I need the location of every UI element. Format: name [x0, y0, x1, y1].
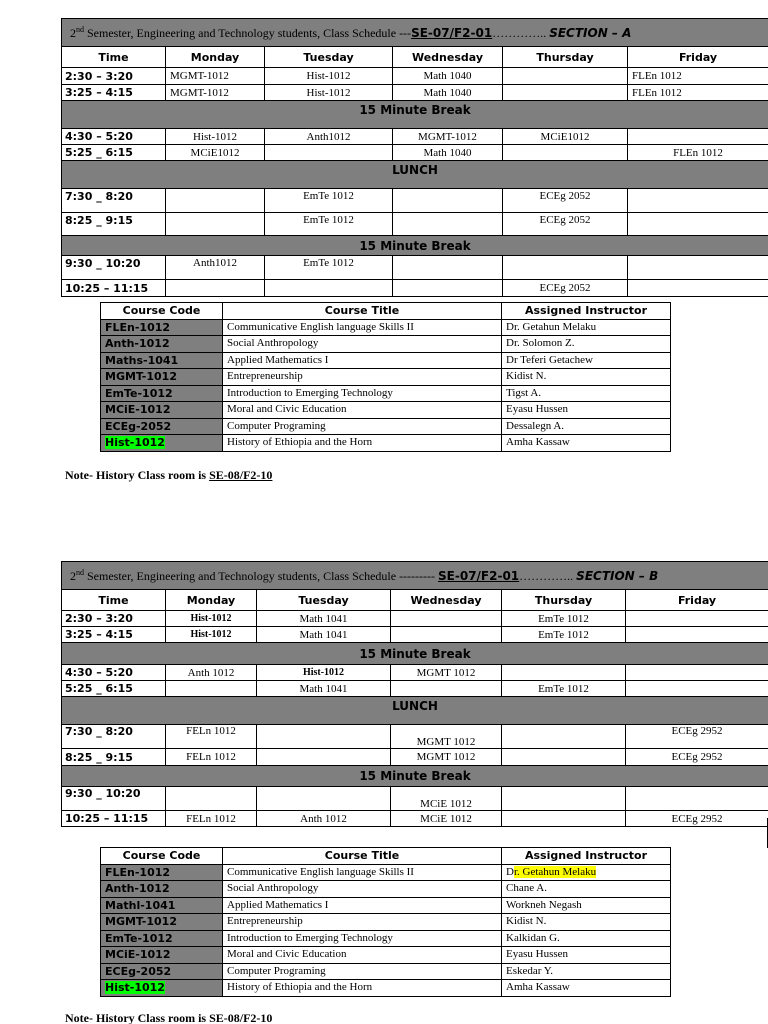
table-row: 10:25 – 11:15 ECEg 2052	[62, 280, 768, 297]
course-row: Anth-1012 Social Anthropology Dr. Solomon Z.	[101, 336, 671, 353]
course-table-section-a	[100, 302, 671, 452]
table-row: 9:30 _ 10:20 MCiE 1012	[62, 787, 768, 811]
course-row: ECEg-2052 Computer Programing Dessalegn A.	[101, 418, 671, 435]
table-row: 4:30 – 5:20 Hist-1012 Anth1012 MGMT-1012 MCiE1012	[62, 129, 768, 145]
table-row: 10:25 – 11:15 FELn 1012 Anth 1012 MCiE 1012 ECEg 2952	[62, 811, 768, 827]
schedule-table-section-b	[61, 561, 768, 827]
table-row: 2:30 – 3:20 Hist-1012 Math 1041 EmTe 1012	[62, 611, 768, 627]
table-row: 3:25 – 4:15 Hist-1012 Math 1041 EmTe 1012	[62, 627, 768, 643]
course-row: EmTe-1012 Introduction to Emerging Technology Tigst A.	[101, 385, 671, 402]
course-row: FLEn-1012 Communicative English language Skills II Dr. Getahun Melaku	[101, 319, 671, 336]
course-row: MCiE-1012 Moral and Civic Education Eyasu Hussen	[101, 402, 671, 419]
table-row: 8:25 _ 9:15 FELn 1012 MGMT 1012 ECEg 2952	[62, 749, 768, 766]
table-row: 3:25 – 4:15 MGMT-1012 Hist-1012 Math 1040 FLEn 1012	[62, 85, 768, 101]
course-table-section-b	[100, 847, 671, 997]
course-row: EmTe-1012 Introduction to Emerging Technology Kalkidan G.	[101, 930, 671, 947]
table-row: 2:30 – 3:20 MGMT-1012 Hist-1012 Math 1040 FLEn 1012	[62, 68, 768, 85]
schedule-title: 2nd Semester, Engineering and Technology students, Class Schedule ---SE-07/F2-01………….. SECTION – A	[62, 19, 768, 47]
course-row: Anth-1012 Social Anthropology Chane A.	[101, 881, 671, 898]
table-row: 4:30 – 5:20 Anth 1012 Hist-1012 MGMT 1012	[62, 665, 768, 681]
break-band: 15 Minute Break	[62, 236, 768, 256]
course-header-row: Course Code Course Title Assigned Instructor	[101, 848, 671, 865]
course-row: MGMT-1012 Entrepreneurship Kidist N.	[101, 914, 671, 931]
course-row: FLEn-1012 Communicative English language Skills II Dr. Getahun Melaku	[101, 864, 671, 881]
history-room-note: Note- History Class room is SE-08/F2-10	[65, 1011, 273, 1024]
highlighted-code: Hist-1012	[105, 981, 165, 995]
header-row: Time Monday Tuesday Wednesday Thursday Friday	[62, 47, 768, 68]
table-row: 5:25 _ 6:15 MCiE1012 Math 1040 FLEn 1012	[62, 145, 768, 161]
course-row: Maths-1041 Applied Mathematics I Dr Teferi Getachew	[101, 352, 671, 369]
table-row: 7:30 _ 8:20 EmTe 1012 ECEg 2052	[62, 189, 768, 213]
schedule-title: 2nd Semester, Engineering and Technology students, Class Schedule --------- SE-07/F2-01………….. SECTION – B	[62, 562, 768, 590]
course-row: MCiE-1012 Moral and Civic Education Eyasu Hussen	[101, 947, 671, 964]
course-row: MGMT-1012 Entrepreneurship Kidist N.	[101, 369, 671, 386]
break-band: 15 Minute Break	[62, 766, 768, 787]
lunch-band: LUNCH	[62, 697, 768, 725]
schedule-table-section-a	[61, 18, 768, 297]
break-band: 15 Minute Break	[62, 101, 768, 129]
header-row: Time Monday Tuesday Wednesday Thursday Friday	[62, 590, 768, 611]
break-band: 15 Minute Break	[62, 643, 768, 665]
course-header-row: Course Code Course Title Assigned Instructor	[101, 303, 671, 320]
lunch-band: LUNCH	[62, 161, 768, 189]
table-row: 9:30 _ 10:20 Anth1012 EmTe 1012	[62, 256, 768, 280]
table-row: 5:25 _ 6:15 Math 1041 EmTe 1012	[62, 681, 768, 697]
course-row: Hist-1012 History of Ethiopia and the Horn Amha Kassaw	[101, 435, 671, 452]
course-row: ECEg-2052 Computer Programing Eskedar Y.	[101, 963, 671, 980]
course-row: Mathl-1041 Applied Mathematics I Workneh Negash	[101, 897, 671, 914]
course-row: Hist-1012 History of Ethiopia and the Horn Amha Kassaw	[101, 980, 671, 997]
table-row: 7:30 _ 8:20 FELn 1012 MGMT 1012 ECEg 2952	[62, 725, 768, 749]
table-row: 8:25 _ 9:15 EmTe 1012 ECEg 2052	[62, 213, 768, 236]
highlighted-code: Hist-1012	[105, 436, 165, 450]
history-room-note: Note- History Class room is SE-08/F2-10	[65, 468, 273, 482]
highlighted-instructor: r. Getahun Melaku	[513, 865, 597, 878]
